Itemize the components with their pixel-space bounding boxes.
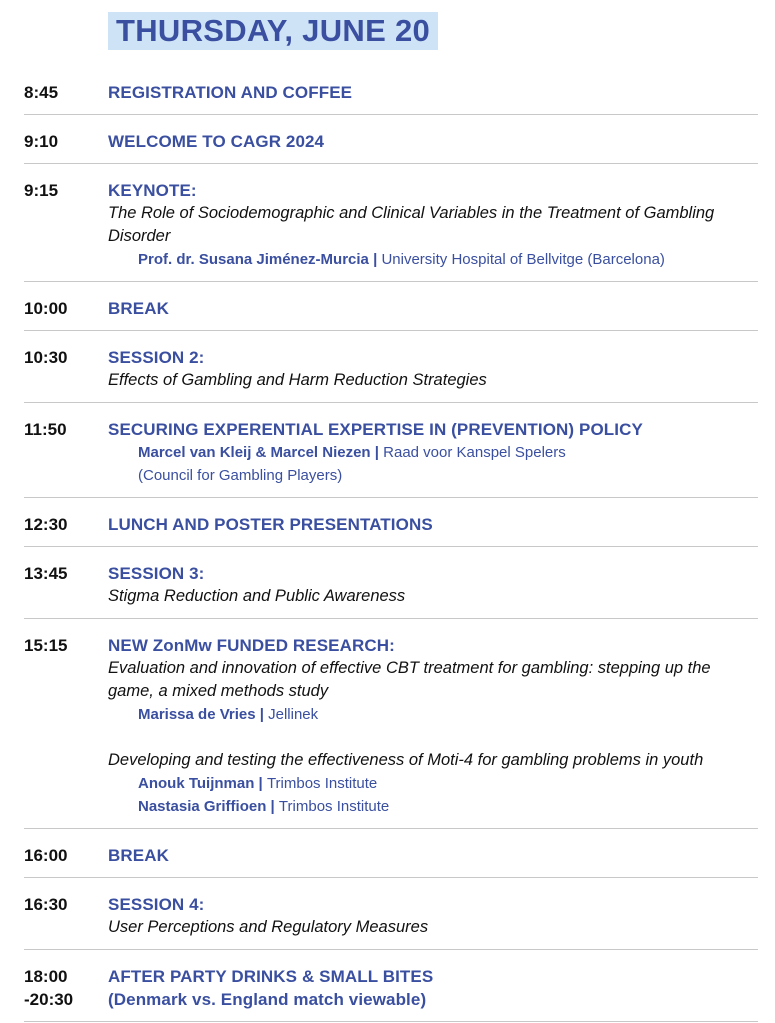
- session-time: 8:45: [24, 83, 59, 102]
- schedule-row-lunch: [24, 498, 758, 547]
- speaker-separator: |: [370, 444, 384, 461]
- schedule-row-after-party: [24, 950, 758, 1022]
- session-subtitle: Stigma Reduction and Public Awareness: [108, 587, 406, 605]
- schedule-row-zonmw-research: [24, 619, 758, 829]
- day-title: THURSDAY, JUNE 20: [108, 12, 438, 50]
- session-title: LUNCH AND POSTER PRESENTATIONS: [108, 515, 433, 534]
- session-note: (Denmark vs. England match viewable): [108, 990, 427, 1009]
- session-title: NEW ZonMw FUNDED RESEARCH:: [108, 636, 395, 655]
- speaker-affiliation: (Council for Gambling Players): [138, 467, 343, 484]
- schedule-row-session-4: [24, 878, 758, 950]
- schedule-row-session-3: [24, 547, 758, 619]
- session-title: REGISTRATION AND COFFEE: [108, 83, 353, 102]
- session-title: SESSION 4:: [108, 895, 205, 914]
- session-title: SESSION 3:: [108, 564, 205, 583]
- schedule-row-break-2: [24, 829, 758, 878]
- session-title: BREAK: [108, 846, 169, 865]
- speaker-line: [138, 248, 758, 271]
- session-title: KEYNOTE:: [108, 181, 197, 200]
- session-time: 13:45: [24, 564, 68, 583]
- session-title: WELCOME TO CAGR 2024: [108, 132, 325, 151]
- session-subtitle: Developing and testing the effectiveness of Moti-4 for gambling problems in youth: [108, 751, 704, 769]
- session-time: 11:50: [24, 420, 67, 439]
- session-subtitle: Evaluation and innovation of effective CBT treatment for gambling: stepping up the game, a mixed methods study: [108, 659, 711, 700]
- session-subtitle: Effects of Gambling and Harm Reduction Strategies: [108, 371, 487, 389]
- speaker-affiliation: University Hospital of Bellvitge (Barcelona): [381, 251, 665, 268]
- schedule-row-session-2: [24, 331, 758, 403]
- speaker-separator: |: [254, 775, 267, 792]
- session-time: 18:00 -20:30: [24, 967, 74, 1009]
- speaker-separator: |: [255, 706, 269, 723]
- speaker-separator: |: [266, 798, 279, 815]
- schedule-row-registration: [24, 66, 758, 115]
- schedule-row-keynote: [24, 164, 758, 282]
- speaker-affiliation: Trimbos Institute: [266, 775, 378, 792]
- schedule: [24, 66, 758, 1022]
- session-title: SECURING EXPERENTIAL EXPERTISE IN (PREVENTION) POLICY: [108, 420, 643, 439]
- session-title: BREAK: [108, 299, 169, 318]
- speaker-name: Prof. dr. Susana Jiménez-Murcia: [138, 251, 369, 268]
- schedule-row-expertise: [24, 403, 758, 498]
- session-title: AFTER PARTY DRINKS & SMALL BITES: [108, 967, 434, 986]
- speaker-line: [138, 464, 758, 487]
- speaker-affiliation: Raad voor Kanspel Spelers: [383, 444, 566, 461]
- session-title: SESSION 2:: [108, 348, 205, 367]
- speaker-name: Anouk Tuijnman: [138, 775, 255, 792]
- session-time: 16:00: [24, 846, 68, 865]
- session-subtitle: User Perceptions and Regulatory Measures: [108, 918, 429, 936]
- session-time: 9:10: [24, 132, 59, 151]
- session-time: 10:00: [24, 299, 68, 318]
- speaker-line: [138, 441, 758, 464]
- speaker-name: Nastasia Griffioen: [138, 798, 267, 815]
- speaker-separator: |: [368, 251, 382, 268]
- session-time: 10:30: [24, 348, 68, 367]
- speaker-name: Marcel van Kleij & Marcel Niezen: [138, 444, 371, 461]
- session-time: 12:30: [24, 515, 68, 534]
- speaker-line: [138, 703, 758, 726]
- session-subtitle: The Role of Sociodemographic and Clinical Variables in the Treatment of Gambling Disorder: [108, 204, 715, 245]
- speaker-affiliation: Jellinek: [268, 706, 319, 723]
- speaker-line: [138, 772, 758, 795]
- schedule-row-welcome: [24, 115, 758, 164]
- speaker-name: Marissa de Vries: [138, 706, 256, 723]
- speaker-affiliation: Trimbos Institute: [278, 798, 390, 815]
- session-time: 15:15: [24, 636, 68, 655]
- speaker-line: [138, 795, 758, 818]
- session-time: 9:15: [24, 181, 59, 200]
- schedule-row-break-1: [24, 282, 758, 331]
- session-time: 16:30: [24, 895, 68, 914]
